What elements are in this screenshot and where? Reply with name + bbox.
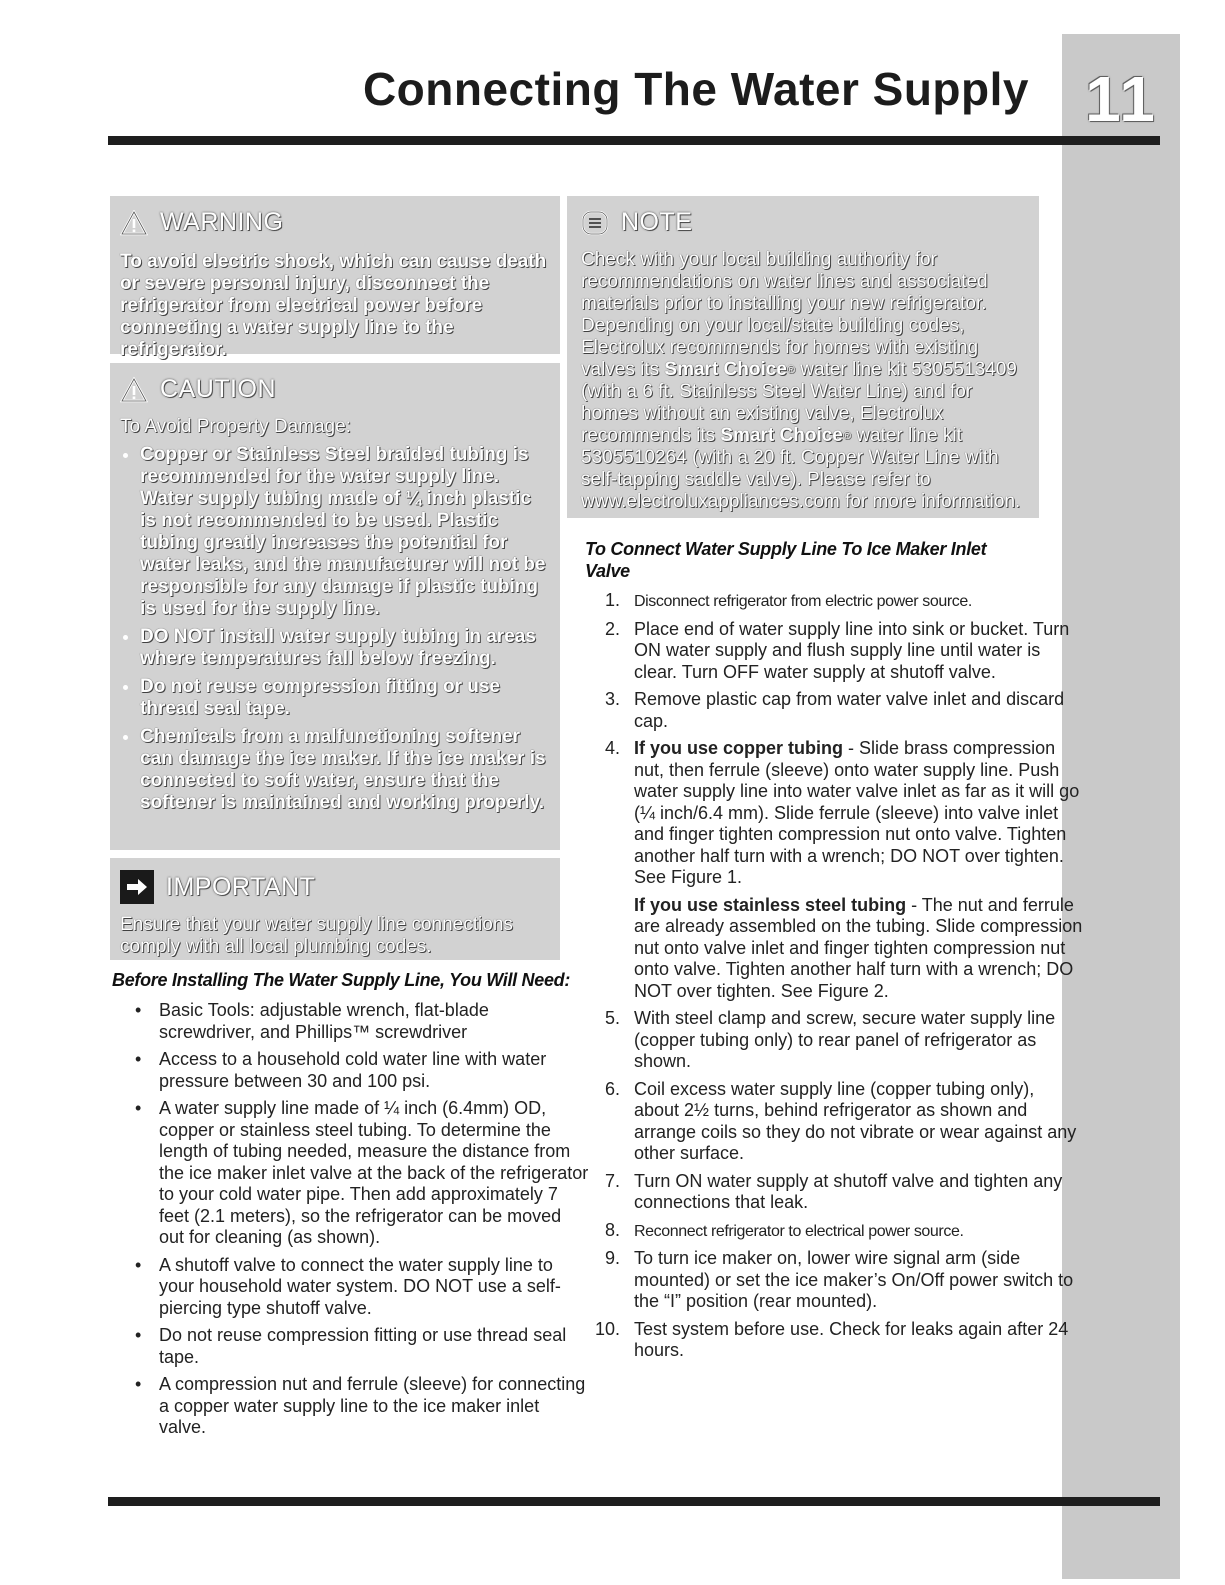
needs-item: • Do not reuse compression fitting or use thread seal tape. <box>159 1325 589 1368</box>
registered-mark: ® <box>842 430 851 442</box>
warning-heading: WARNING <box>160 208 284 236</box>
step-item <box>604 1008 1084 1073</box>
caution-item: • Chemicals from a malfunctioning softener can damage the ice maker. If the ice maker is connected to soft water, ensure that the softener is maintained and working properly. <box>140 726 550 814</box>
caution-list <box>120 444 550 814</box>
step-number: 3. <box>604 689 620 709</box>
important-text: Ensure that your water supply line connections comply with all local plumbing codes. <box>120 914 513 957</box>
step-item <box>604 1170 1084 1214</box>
note-text <box>581 249 1025 513</box>
caution-header <box>120 375 550 404</box>
caution-item: • Do not reuse compression fitting or use thread seal tape. <box>140 676 550 720</box>
connect-heading: To Connect Water Supply Line To Ice Maker Inlet Valve <box>585 539 987 581</box>
step-number: 10. <box>594 1318 620 1339</box>
needs-item: • Access to a household cold water line with water pressure between 30 and 100 psi. <box>159 1049 589 1092</box>
page-title: Connecting The Water Supply <box>362 63 1029 115</box>
step-text: Place end of water supply line into sink or bucket. Turn ON water supply and flush supply line until water is clear. Turn OFF water supply at shutoff valve. <box>634 618 1070 682</box>
step-text: Test system before use. Check for leaks again after 24 hours. <box>634 1318 1069 1360</box>
caution-box <box>110 363 560 850</box>
warning-triangle-icon <box>120 210 148 236</box>
step-text: With steel clamp and screw, secure water supply line (copper tubing only) to rear panel of refrigerator as shown. <box>634 1008 1056 1071</box>
step-number: 2. <box>604 618 620 639</box>
step-item <box>604 1078 1084 1165</box>
step-extra <box>634 895 1084 1003</box>
arrow-right-icon <box>120 870 154 904</box>
step-text: Coil excess water supply line (copper tubing only), about 2½ turns, behind refrigerator as shown and arrange coils so they do not vibrate or wear against any other surface. <box>634 1078 1077 1163</box>
important-heading: IMPORTANT <box>166 872 316 901</box>
step-text: To turn ice maker on, lower wire signal arm (side mounted) or set the ice maker’s On/Off power switch to the “I” position (rear mounted). <box>634 1248 1074 1311</box>
top-divider <box>108 136 1160 145</box>
step-number: 1. <box>604 590 620 610</box>
step-text: - The nut and ferrule are already assembled on the tubing. Slide compression nut onto valve inlet and finger tighten compression nut onto valve. Tighten another half turn with a wrench; DO NOT over tighten. See Figure 2. <box>634 894 1083 1001</box>
step-bold-lead: If you use copper tubing <box>634 738 844 758</box>
step-item <box>604 1248 1084 1313</box>
important-header <box>120 870 550 904</box>
registered-mark: ® <box>786 364 796 376</box>
step-bold-lead: If you use stainless steel tubing <box>634 894 907 915</box>
step-number: 8. <box>604 1219 620 1240</box>
warning-text: To avoid electric shock, which can cause death or severe personal injury, disconnect the refrigerator from electrical power before connecting a water supply line to the refrigerator. <box>120 251 547 360</box>
step-text: - Slide brass compression nut, then ferrule (sleeve) onto water supply line. Push water supply line into water valve inlet as far as it will go (¼ inch/6.4 mm). Slide ferrule (sleeve) into valve inlet and finger tighten compression nut onto valve. Tighten another half turn with a wrench; DO NOT over tighten. See Figure 1. <box>634 738 1080 887</box>
caution-intro: To Avoid Property Damage: <box>120 416 351 437</box>
note-icon <box>581 210 609 236</box>
step-number: 6. <box>604 1078 620 1099</box>
smart-choice-brand: Smart Choice <box>720 425 843 446</box>
step-text: Disconnect refrigerator from electric power source. <box>634 593 972 610</box>
step-number: 9. <box>604 1248 620 1268</box>
step-item <box>604 618 1084 684</box>
needs-list <box>135 1000 589 1445</box>
caution-item: • Copper or Stainless Steel braided tubing is recommended for the water supply line. Water supply tubing made of ¼ inch plastic is not recommended to be used. Plastic tubing greatly increases the potential for water leaks, and the manufacturer will not be responsible for any damage if plastic tubing is used for the supply line. <box>140 444 550 620</box>
caution-triangle-icon <box>120 377 148 403</box>
warning-box <box>110 196 560 360</box>
needs-item: • A water supply line made of ¼ inch (6.4mm) OD, copper or stainless steel tubing. To determine the length of tubing needed, measure the distance from the ice maker inlet valve at the back of the refrigerator to your cold water pipe. Then add approximately 7 feet (2.1 meters), so the refrigerator can be moved out for cleaning (as shown). <box>159 1098 589 1249</box>
step-item <box>604 590 1084 613</box>
note-text-part: Check with your local building authority for recommendations on water lines and associated materials prior to installing your new refrigerator. Depending on your local/state building codes, Electrolux recommends for homes with existing valves its <box>581 249 988 380</box>
steps-list <box>590 590 1084 1368</box>
step-number: 4. <box>604 738 620 758</box>
note-text-part: water line kit 5305513409 (with a 6 ft. Stainless Steel Water Line) and for homes without an existing valve, Electrolux recommends its <box>581 359 1017 446</box>
caution-heading: CAUTION <box>160 375 276 403</box>
needs-item: • Basic Tools: adjustable wrench, flat-blade screwdriver, and Phillips™ screwdriver <box>159 1000 589 1043</box>
note-header <box>581 208 1025 237</box>
smart-choice-brand: Smart Choice <box>664 359 787 380</box>
step-item <box>604 689 1084 732</box>
page-number: 11 <box>1085 63 1157 135</box>
warning-header <box>120 208 550 237</box>
needs-item: • A shutoff valve to connect the water supply line to your household water system. DO NOT use a self-piercing type shutoff valve. <box>159 1255 589 1320</box>
step-item <box>594 1318 1084 1362</box>
important-box <box>110 858 560 960</box>
bottom-divider <box>108 1497 1160 1506</box>
needs-item: • A compression nut and ferrule (sleeve) for connecting a copper water supply line to the ice maker inlet valve. <box>159 1374 589 1439</box>
step-number: 5. <box>604 1008 620 1028</box>
step-number: 7. <box>604 1170 620 1191</box>
note-heading: NOTE <box>621 208 693 236</box>
step-text: Remove plastic cap from water valve inlet and discard cap. <box>634 689 1065 731</box>
step-text: Reconnect refrigerator to electrical power source. <box>634 1222 964 1240</box>
caution-item: • DO NOT install water supply tubing in areas where temperatures fall below freezing. <box>140 626 550 670</box>
note-box <box>567 196 1039 518</box>
step-item <box>604 738 1084 1002</box>
before-installing-heading: Before Installing The Water Supply Line, You Will Need: <box>112 970 571 990</box>
note-text-part: water line kit 5305510264 (with a 20 ft. Copper Water Line with self-tapping saddle valve). Please refer to www.electroluxappliances.com for more information. <box>581 425 1021 512</box>
step-item <box>604 1219 1084 1243</box>
step-text: Turn ON water supply at shutoff valve and tighten any connections that leak. <box>634 1170 1063 1212</box>
